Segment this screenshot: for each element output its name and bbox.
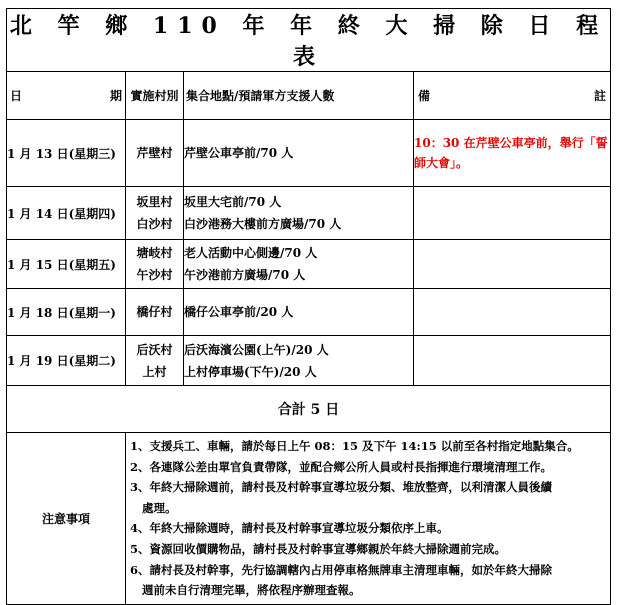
header-location: 集合地點/預請軍方支援人數 — [184, 72, 414, 120]
list-item: 6、請村長及村幹事，先行協調轄內占用停車格無牌車主清理車輛，如於年終大掃除 週前未自行清理完畢，將依程序辦理查報。 — [130, 562, 553, 598]
row-location: 橋仔公車亭前/20 人 — [184, 289, 414, 336]
total-days: 合計 5 日 — [7, 386, 611, 433]
row-location: 坂里大宅前/70 人 白沙港務大樓前方廣場/70 人 — [184, 187, 414, 240]
row-remark — [414, 187, 611, 240]
header-row — [7, 72, 611, 120]
row-remark — [414, 336, 611, 386]
table-row — [7, 289, 611, 336]
notes-list — [126, 433, 611, 605]
table-row — [7, 240, 611, 289]
row-village: 后沃村 上村 — [126, 336, 184, 386]
schedule-table — [6, 8, 611, 605]
page-title: 北 竿 鄉 110 年 年 終 大 掃 除 日 程 表 — [7, 9, 611, 72]
list-item: 2、各連隊公差由單官負責帶隊，並配合鄉公所人員或村長指揮進行環境清理工作。 — [130, 459, 553, 474]
row-date: 1 月 19 日(星期二) — [7, 336, 126, 386]
notes-row — [7, 433, 611, 605]
row-village: 橋仔村 — [126, 289, 184, 336]
table-row — [7, 187, 611, 240]
notes-label: 注意事項 — [7, 433, 126, 605]
row-remark: 10：30 在芹壁公車亭前，舉行「誓師大會」。 — [414, 120, 611, 187]
header-village: 實施村別 — [126, 72, 184, 120]
row-location: 芹壁公車亭前/70 人 — [184, 120, 414, 187]
row-date: 1 月 13 日(星期三) — [7, 120, 126, 187]
row-village: 塘岐村 午沙村 — [126, 240, 184, 289]
table-row — [7, 120, 611, 187]
list-item: 5、資源回收價購物品，請村長及村幹事宣導鄉親於年終大掃除週前完成。 — [130, 541, 507, 556]
row-location: 老人活動中心側邊/70 人 午沙港前方廣場/70 人 — [184, 240, 414, 289]
table-row — [7, 336, 611, 386]
row-village: 坂里村 白沙村 — [126, 187, 184, 240]
header-date: 日 期 — [7, 72, 126, 120]
row-date: 1 月 18 日(星期一) — [7, 289, 126, 336]
row-remark — [414, 289, 611, 336]
row-location: 后沃海濱公園(上午)/20 人 上村停車場(下午)/20 人 — [184, 336, 414, 386]
row-date: 1 月 15 日(星期五) — [7, 240, 126, 289]
row-date: 1 月 14 日(星期四) — [7, 187, 126, 240]
list-item: 3、年終大掃除週前，請村長及村幹事宣導垃圾分類、堆放整齊，以利清潔人員後續 處理。 — [130, 480, 553, 515]
header-remark: 備 註 — [414, 72, 611, 120]
list-item: 1、支援兵工、車輛，請於每日上午 08：15 及下午 14:15 以前至各村指定地點集合。 — [130, 439, 579, 453]
row-remark — [414, 240, 611, 289]
list-item: 4、年終大掃除週時，請村長及村幹事宣導垃圾分類依序上車。 — [130, 521, 449, 536]
row-village: 芹壁村 — [126, 120, 184, 187]
